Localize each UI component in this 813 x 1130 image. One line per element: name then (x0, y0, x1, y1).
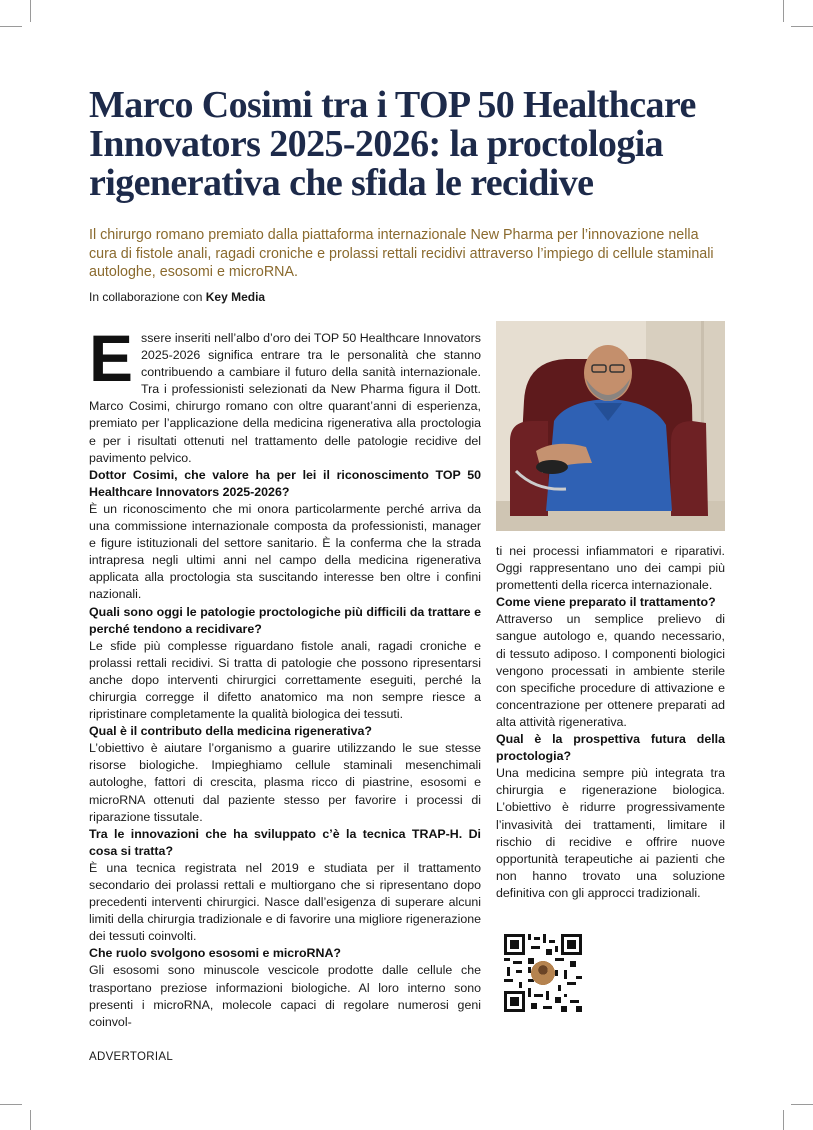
crop-mark (30, 0, 31, 22)
crop-mark (783, 1110, 784, 1130)
answer-5-part-1: Gli esosomi sono minuscole vescicole prodotte dalle cellule che trasportano preziose informazioni biologiche. Al loro interno sono presenti i microRNA, molecole capaci di regolare numerosi geni coinvol- (89, 963, 481, 1029)
answer-3: L’obiettivo è aiutare l’organismo a guarire utilizzando le sue stesse risorse biologiche. Impieghiamo cellule staminali mesenchimali autologhe, fattori di crescita, plasma ricco di piastrine, esosomi e microRNA ottenuti dal paziente stesso per favorire i processi di riparazione tissutale. (89, 741, 481, 824)
intro-paragraph (89, 321, 481, 467)
crop-mark (791, 1104, 813, 1105)
crop-mark (783, 0, 784, 22)
article-subtitle: Il chirurgo romano premiato dalla piattaforma internazionale New Pharma per l’innovazione nella cura di fistole anali, ragadi croniche e prolassi rettali recidivi attraverso l’impiego di cellule staminali autologhe, esosomi e microRNA. (89, 227, 714, 280)
answer-1: È un riconoscimento che mi onora particolarmente perché arriva da una commissione internazionale composta da professionisti, manager e figure istituzionali del settore sanitario. È la conferma che la strada intrapresa negli ultimi anni nel campo della medicina rigenerativa applicata alla proctologia sta suscitando interesse ben oltre i confini nazionali. (89, 501, 481, 602)
article-right-column (496, 543, 725, 902)
article-left-column (89, 321, 481, 1031)
answer-5-part-2: ti nei processi infiammatori e riparativi. Oggi rappresentano uno dei campi più promettenti della ricerca internazionale. (496, 544, 725, 593)
answer-2: Le sfide più complesse riguardano fistole anali, ragadi croniche e prolassi rettali recidivi. Si tratta di patologie che possono ripresentarsi anche dopo interventi chirurgici correttamente eseguiti, perché la chirurgia corregge il difetto anatomico ma non sempre riesce a ripristinare completamente la qualità biologica dei tessuti. (89, 638, 481, 722)
answer-7: Una medicina sempre più integrata tra chirurgia e rigenerazione biologica. L’obiettivo è ridurre progressivamente l’invasività dei trattamenti, limitare il rischio di recidive e offrire nuove opportunità terapeutiche ai pazienti che non hanno trovato una soluzione definitiva con gli approcci tradizionali. (496, 766, 725, 900)
footer-label: ADVERTORIAL (89, 1051, 174, 1063)
question-3: Qual è il contributo della medicina rigenerativa? (89, 724, 372, 739)
crop-mark (791, 26, 813, 27)
question-2: Quali sono oggi le patologie proctologiche più difficili da trattare e perché tendono a recidivare? (89, 604, 481, 636)
crop-mark (0, 1104, 22, 1105)
collaboration-credit (89, 290, 265, 304)
question-1: Dottor Cosimi, che valore ha per lei il riconoscimento TOP 50 Healthcare Innovators 2025-2026? (89, 467, 481, 499)
portrait-photo (496, 321, 725, 531)
intro-text: ssere inseriti nell’albo d’oro dei TOP 50 Healthcare Innovators 2025-2026 significa entrare tra le personalità che stanno contribuendo a cambiare il futuro della sanità internazionale. Tra i professionisti selezionati da New Pharma figura il Dott. Marco Cosimi, chirurgo romano con oltre quarant’anni di esperienza, premiato per l’applicazione della medicina rigenerativa alla proctologia e per i risultati ottenuti nel trattamento delle patologie recidive del pavimento pelvico. (89, 331, 481, 465)
question-6: Come viene preparato il trattamento? (496, 595, 716, 610)
crop-mark (0, 26, 22, 27)
article-title: Marco Cosimi tra i TOP 50 Healthcare Innovators 2025-2026: la proctologia rigenerativa che sfida le recidive (89, 84, 696, 204)
crop-mark (30, 1110, 31, 1130)
collab-prefix: In collaborazione con (89, 290, 206, 304)
question-7: Qual è la prospettiva futura della proctologia? (496, 732, 725, 764)
answer-6: Attraverso un semplice prelievo di sangue autologo e, quando necessario, di tessuto adiposo. I componenti biologici vengono processati in ambiente sterile con specifiche procedure di attivazione e concentrazione per ottenere preparati ad alta attività rigenerativa. (496, 612, 725, 729)
qr-code[interactable] (504, 934, 582, 1012)
question-4: Tra le innovazioni che ha sviluppato c’è la tecnica TRAP-H. Di cosa si tratta? (89, 826, 481, 858)
answer-4: È una tecnica registrata nel 2019 e studiata per il trattamento secondario dei prolassi rettali e multiorgano che si ripresentano dopo precedenti interventi chirurgici. Nasce dall’esigenza di superare alcuni limiti della chirurgia tradizionale e di favorire una migliore rigenerazione dei tessuti coinvolti. (89, 860, 481, 944)
drop-cap: E (89, 321, 134, 395)
collab-partner: Key Media (205, 290, 266, 304)
question-5: Che ruolo svolgono esosomi e microRNA? (89, 946, 341, 961)
